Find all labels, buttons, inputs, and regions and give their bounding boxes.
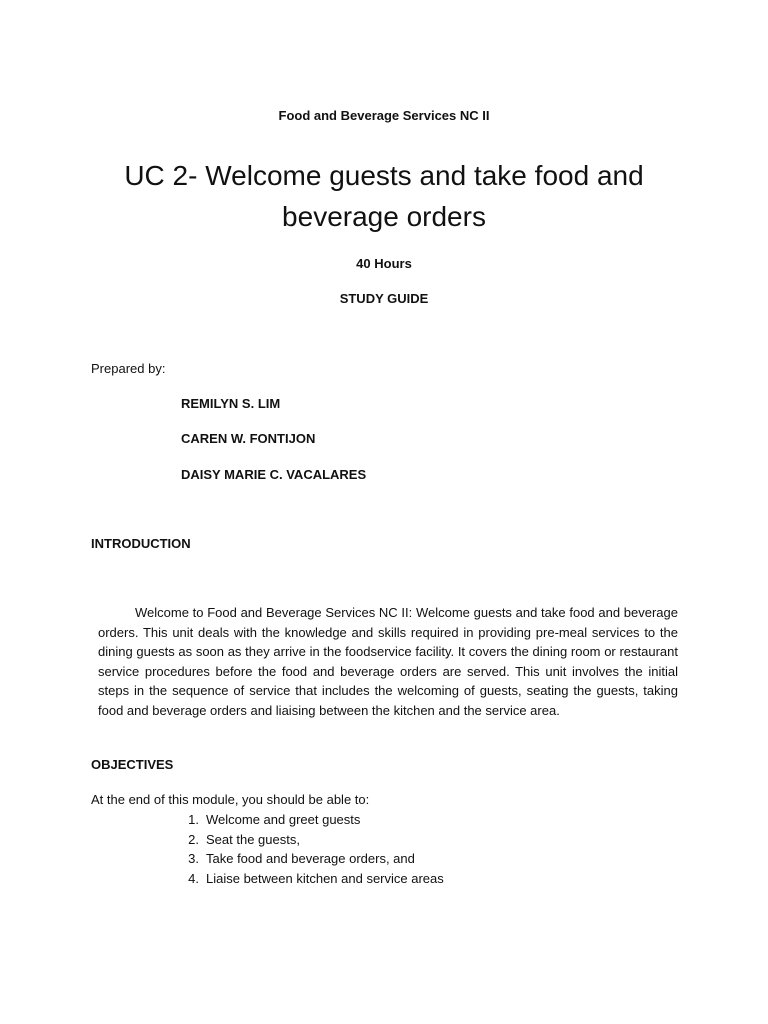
- objective-text: Welcome and greet guests: [206, 812, 361, 827]
- objective-number: 2.: [188, 831, 199, 847]
- introduction-heading: INTRODUCTION: [91, 536, 191, 551]
- objective-item: [0, 869, 768, 889]
- author-name: REMILYN S. LIM: [181, 396, 281, 411]
- objective-number: 3.: [188, 851, 199, 866]
- document-type: STUDY GUIDE: [339, 291, 429, 306]
- author-name: CAREN W. FONTIJON: [181, 431, 316, 446]
- introduction-body: Welcome to Food and Beverage Services NC II: Welcome guests and take food and beverage orders. This unit deals with the knowledge and skills required in providing pre-meal services to the dining guests as soon as they arrive in the foodservice facility. It covers the dining room or restaurant service procedures before the food and beverage orders are served. This unit involves the initial steps in the sequence of service that includes the welcoming of guests, seating the guests, taking food and beverage orders and liaising between the kitchen and the service area.: [98, 605, 678, 718]
- objective-number: 1.: [188, 812, 199, 827]
- objective-item: [0, 849, 768, 869]
- prepared-by-label: Prepared by:: [91, 361, 166, 376]
- page-title: UC 2- Welcome guests and take food and beverage orders: [124, 160, 644, 232]
- objective-text: Liaise between kitchen and service areas: [206, 870, 444, 886]
- objectives-lead: At the end of this module, you should be able to:: [91, 792, 370, 807]
- author-name: DAISY MARIE C. VACALARES: [181, 467, 367, 482]
- course-name: Food and Beverage Services NC II: [278, 108, 490, 123]
- objective-item: [0, 830, 768, 850]
- duration: 40 Hours: [356, 256, 412, 271]
- objective-text: Seat the guests,: [206, 831, 300, 847]
- objective-item: [0, 810, 768, 830]
- objective-text: Take food and beverage orders, and: [206, 851, 415, 866]
- objective-number: 4.: [188, 870, 199, 886]
- objectives-list: [0, 810, 768, 888]
- objectives-heading: OBJECTIVES: [91, 757, 174, 772]
